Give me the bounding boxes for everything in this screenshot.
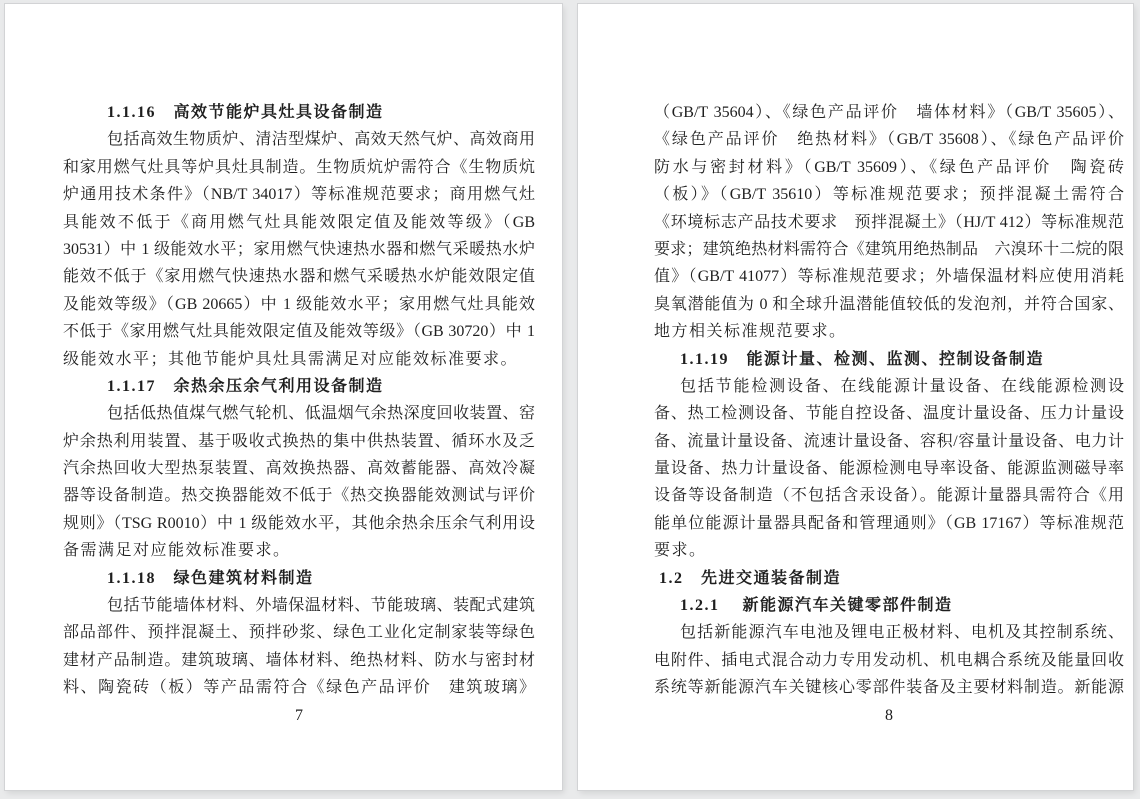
text-line: 具能效不低于《商用燃气灶具能效限定值及能效等级》（GB: [63, 213, 535, 231]
text-line: 《绿色产品评价 绝热材料》（GB/T 35608）、《绿色产品评价: [654, 131, 1124, 149]
text-line: 防水与密封材料》（GB/T 35609）、《绿色产品评价 陶瓷砖: [654, 158, 1124, 176]
text-line: 不低于《家用燃气灶具能效限定值及能效等级》（GB 30720）中 1: [63, 323, 535, 341]
text-line: 能单位能源计量器具配备和管理通则》（GB 17167）等标准规范: [654, 514, 1124, 532]
section-heading: 1.1.18 绿色建筑材料制造: [107, 569, 314, 587]
text-line: （板）》（GB/T 35610）等标准规范要求；预拌混凝土需符合: [654, 186, 1124, 204]
text-line: 备、流量计量设备、流速计量设备、容积/容量计量设备、电力计: [654, 432, 1124, 450]
text-line: 《环境标志产品技术要求 预拌混凝土》（HJ/T 412）等标准规范: [654, 213, 1124, 231]
text-line: 要求。: [654, 542, 707, 560]
text-line: 臭氧潜能值为 0 和全球升温潜能值较低的发泡剂，并符合国家、: [654, 295, 1124, 313]
text-line: 包括新能源汽车电池及锂电正极材料、电机及其控制系统、: [680, 624, 1124, 642]
page-8: [578, 4, 1133, 790]
text-line: 器等设备制造。热交换器能效不低于《热交换器能效测试与评价: [63, 487, 535, 505]
text-line: 能效不低于《家用燃气快速热水器和燃气采暖热水炉能效限定值: [63, 268, 535, 286]
text-line: 包括节能墙体材料、外墙保温材料、节能玻璃、装配式建筑: [107, 597, 535, 615]
text-line: 及能效等级》（GB 20665）中 1 级能效水平；家用燃气灶具能效: [63, 295, 535, 313]
section-heading: 1.2.1 新能源汽车关键零部件制造: [680, 597, 953, 615]
text-line: 和家用燃气灶具等炉具灶具制造。生物质炕炉需符合《生物质炕: [63, 158, 535, 176]
text-line: （GB/T 35604）、《绿色产品评价 墙体材料》（GB/T 35605）、: [654, 104, 1124, 121]
text-line: 备、热工检测设备、节能自控设备、温度计量设备、压力计量设: [654, 405, 1124, 423]
page-7-content: [63, 99, 535, 702]
text-line: 要求；建筑绝热材料需符合《建筑用绝热制品 六溴环十二烷的限: [654, 240, 1124, 258]
text-line: 电附件、插电式混合动力专用发动机、机电耦合系统及能量回收: [654, 651, 1124, 669]
text-line: 包括节能检测设备、在线能源计量设备、在线能源检测设: [680, 377, 1124, 395]
text-line: 规则》（TSG R0010）中 1 级能效水平，其他余热余压余气利用设: [63, 514, 535, 532]
text-line: 汽余热回收大型热泵装置、高效换热器、高效蓄能器、高效冷凝: [63, 460, 535, 478]
text-line: 值》（GB/T 41077）等标准规范要求；外墙保温材料应使用消耗: [654, 268, 1124, 286]
text-line: 包括高效生物质炉、清洁型煤炉、高效天然气炉、高效商用: [107, 131, 535, 149]
text-line: 炉余热利用装置、基于吸收式换热的集中供热装置、循环水及乏: [63, 432, 535, 450]
text-line: 备需满足对应能效标准要求。: [63, 542, 291, 560]
text-line: 建材产品制造。建筑玻璃、墙体材料、绝热材料、防水与密封材: [63, 651, 535, 669]
text-line: 料、陶瓷砖（板）等产品需符合《绿色产品评价 建筑玻璃》: [63, 679, 535, 697]
page-7: [5, 4, 562, 790]
section-heading: 1.1.17 余热余压余气利用设备制造: [107, 377, 384, 395]
section-heading: 1.1.16 高效节能炉具灶具设备制造: [107, 104, 384, 121]
text-line: 炉通用技术条件》（NB/T 34017）等标准规范要求；商用燃气灶: [63, 186, 535, 204]
text-line: 级能效水平；其他节能炉具灶具需满足对应能效标准要求。: [63, 350, 519, 368]
section-heading: 1.2 先进交通装备制造: [659, 569, 842, 587]
text-line: 30531）中 1 级能效水平；家用燃气快速热水器和燃气采暖热水炉: [63, 240, 535, 258]
text-line: 包括低热值煤气燃气轮机、低温烟气余热深度回收装置、窑: [107, 405, 535, 423]
text-line: 量设备、热力计量设备、能源检测电导率设备、能源监测磁导率: [654, 460, 1124, 478]
text-line: 部品部件、预拌混凝土、预拌砂浆、绿色工业化定制家装等绿色: [63, 624, 535, 642]
text-line: 设备等设备制造（不包括含汞设备）。能源计量器具需符合《用: [654, 487, 1124, 505]
page-number: 8: [885, 707, 893, 724]
text-line: 系统等新能源汽车关键核心零部件装备及主要材料制造。新能源: [654, 679, 1124, 697]
text-line: 地方相关标准规范要求。: [654, 323, 847, 341]
page-number: 7: [295, 707, 303, 724]
page-8-content: [654, 99, 1124, 702]
section-heading: 1.1.19 能源计量、检测、监测、控制设备制造: [680, 350, 1045, 368]
